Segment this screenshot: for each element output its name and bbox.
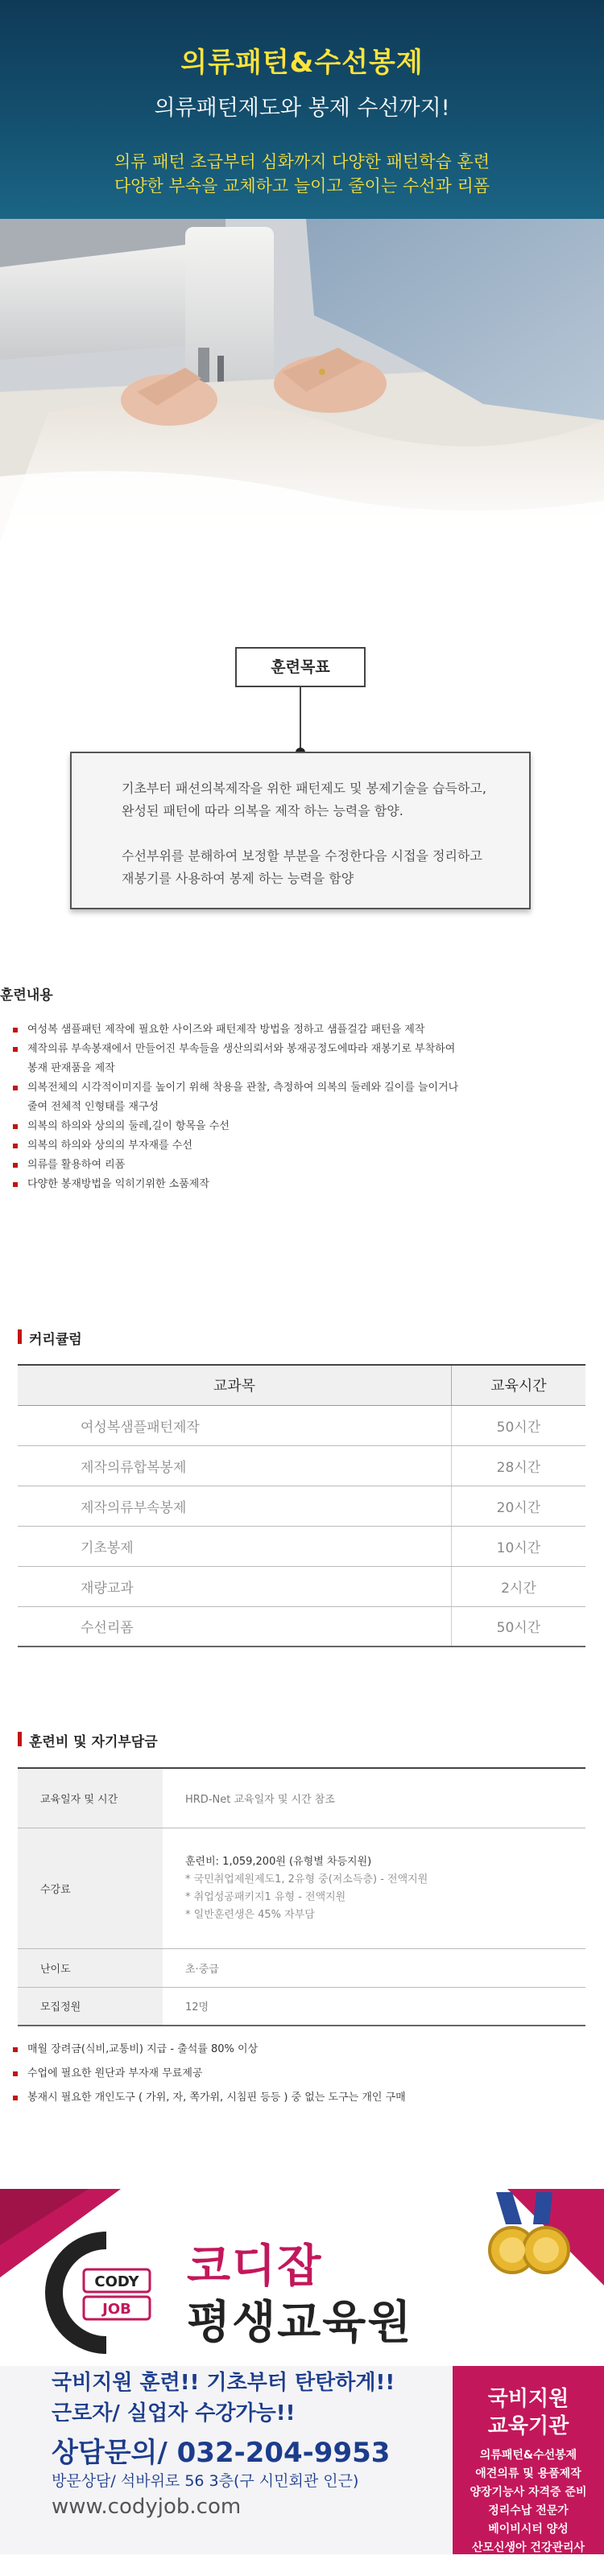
note-item: 봉재시 필요한 개인도구 ( 가위, 자, 쪽가위, 시침핀 등등 ) 중 없는 도구는 개인 구매 xyxy=(11,2086,575,2110)
training-item: 의류를 활용하여 리폼 xyxy=(11,1156,494,1175)
hours-cell: 50시간 xyxy=(451,1405,585,1445)
subject-cell: 재량교과 xyxy=(18,1566,451,1606)
footer-banner xyxy=(0,2189,604,2573)
period-label: 교육일자 및 시간 xyxy=(18,1768,163,1828)
training-item-cont: 줄여 전체적 인형태를 재구성 xyxy=(27,1101,159,1113)
hours-cell: 28시간 xyxy=(451,1445,585,1486)
footer-line1: 국비지원 훈련!! 기초부터 탄탄하게!! xyxy=(52,2371,395,2395)
subject-cell: 수선리폼 xyxy=(18,1606,451,1647)
sewing-machine-photo xyxy=(0,219,604,542)
training-item: 의복전체의 시각적이미지를 높이기 위해 착용을 관찰, 측정하여 의복의 둘레와 길이를 늘이거나 xyxy=(11,1078,494,1098)
table-row xyxy=(18,1768,585,1828)
hero-subtitle: 의류패턴제도와 봉제 수선까지! xyxy=(154,96,450,121)
panel-title-2: 교육기관 xyxy=(487,2414,569,2438)
training-item: 의복의 하의와 상의의 둘레,길이 항목을 수선 xyxy=(11,1117,494,1136)
recruit-value: 12명 xyxy=(163,1987,585,2026)
period-value: HRD-Net 교육일자 및 시간 참조 xyxy=(163,1768,585,1828)
hours-cell: 50시간 xyxy=(451,1606,585,1647)
cody-job-logo xyxy=(50,2232,179,2353)
panel-title-1: 국비지원 xyxy=(487,2387,569,2411)
table-row xyxy=(18,1948,585,1987)
goal-p1-line2: 완성된 패턴에 따라 의복을 제작 하는 능력을 함양. xyxy=(122,803,403,818)
fee-main: 훈련비: 1,059,200원 (유형별 차등지원) xyxy=(185,1855,372,1868)
fees-heading: 훈련비 및 자기부담금 xyxy=(18,1730,158,1750)
curriculum-header-row xyxy=(18,1365,585,1405)
goal-paragraph-2 xyxy=(122,845,502,890)
note-item: 매월 장려금(식비,교통비) 지급 - 출석률 80% 이상 xyxy=(11,2038,575,2062)
brand-name-line2: 평생교육원 xyxy=(187,2297,413,2349)
note-item: 수업에 필요한 원단과 부자재 무료제공 xyxy=(11,2062,575,2086)
course-panel xyxy=(453,2366,604,2573)
curriculum-table xyxy=(18,1364,585,1647)
subject-cell: 제작의류부속봉제 xyxy=(18,1486,451,1526)
training-list xyxy=(11,1020,494,1194)
training-item: 여성복 샘플패턴 제작에 필요한 사이즈와 패턴제작 방법을 정하고 샘플걸감 패턴을 제작 xyxy=(11,1020,494,1040)
training-heading: 훈련내용 xyxy=(0,987,53,1004)
training-item-cont: 봉재 판재품을 제작 xyxy=(27,1062,115,1074)
logo-bottom-text: JOB xyxy=(102,2301,131,2318)
table-row xyxy=(18,1828,585,1948)
col-hours-header: 교육시간 xyxy=(451,1365,585,1405)
hours-cell: 20시간 xyxy=(451,1486,585,1526)
goal-paragraph-1 xyxy=(122,777,502,822)
footer-line2: 근로자/ 실업자 수강가능!! xyxy=(52,2401,296,2426)
col-subject-header: 교과목 xyxy=(18,1365,451,1405)
fees-table xyxy=(18,1767,585,2026)
level-label: 난이도 xyxy=(18,1948,163,1987)
list-item: 정리수납 전문가 xyxy=(488,2504,569,2517)
list-item: 의류패턴&수선봉제 xyxy=(479,2449,577,2462)
training-item: 다양한 봉재방법을 익히기위한 소품제작 xyxy=(11,1175,494,1194)
table-row xyxy=(18,1445,585,1486)
fee-sub-2: * 취업성공패키지1 유형 - 전액지원 xyxy=(185,1890,346,1903)
panel-course-list xyxy=(453,2446,604,2576)
table-row xyxy=(18,1526,585,1566)
table-row xyxy=(18,1486,585,1526)
hours-cell: 2시간 xyxy=(451,1566,585,1606)
fee-sub-1: * 국민취업제원제도1, 2유형 중(저소득층) - 전액지원 xyxy=(185,1873,428,1886)
notes-list xyxy=(11,2038,575,2110)
fee-label: 수강료 xyxy=(18,1828,163,1948)
footer-website-link[interactable]: www.codyjob.com xyxy=(52,2495,242,2519)
subject-cell: 제작의류합복봉제 xyxy=(18,1445,451,1486)
hero-description xyxy=(0,150,604,198)
goal-label: 훈련목표 xyxy=(235,647,366,687)
subject-cell: 여성복샘플패턴제작 xyxy=(18,1405,451,1445)
list-item: 산모신생아 건강관리사 xyxy=(471,2541,585,2554)
list-item: 컴퓨터활용/스마트 스토어 xyxy=(464,2560,593,2573)
logo-top-text: CODY xyxy=(94,2273,139,2290)
recruit-label: 모집정원 xyxy=(18,1987,163,2026)
fee-sub-3: * 일반훈련생은 45% 자부담 xyxy=(185,1908,315,1921)
level-value: 초·중급 xyxy=(163,1948,585,1987)
goal-connector-line xyxy=(300,687,301,752)
table-row xyxy=(18,1606,585,1647)
sewing-illustration xyxy=(0,219,604,542)
list-item: 베이비시터 양성 xyxy=(488,2523,569,2536)
table-row xyxy=(18,1405,585,1445)
fee-value xyxy=(163,1828,585,1948)
footer-address: 방문상담/ 석바위로 56 3층(구 시민회관 인근) xyxy=(52,2472,359,2490)
hours-cell: 10시간 xyxy=(451,1526,585,1566)
curriculum-heading: 커리큘럼 xyxy=(18,1328,82,1348)
list-item: 양장기능사 자격증 준비 xyxy=(470,2486,587,2499)
goal-p1-line1: 기초부터 패션의복제작을 위한 패턴제도 및 봉제기술을 습득하고, xyxy=(122,781,486,796)
footer-phone[interactable]: 상담문의/ 032-204-9953 xyxy=(52,2437,391,2469)
brand-name-line1: 코디잡 xyxy=(187,2240,323,2293)
hero-desc-line2: 다양한 부속을 교체하고 늘이고 줄이는 수선과 리폼 xyxy=(114,176,490,196)
hero-desc-line1: 의류 패턴 초급부터 심화까지 다양한 패턴학습 훈련 xyxy=(114,152,490,171)
goal-p2-line1: 수선부위를 분해하여 보정할 부분을 수정한다음 시접을 정리하고 xyxy=(122,848,482,863)
table-row xyxy=(18,1987,585,2026)
training-item: 제작의류 부속봉재에서 만들어진 부속들을 생산의뢰서와 봉재공정도에따라 재봉기로 부착하여 xyxy=(11,1040,494,1059)
training-item: 의복의 하의와 상의의 부자재를 수선 xyxy=(11,1136,494,1156)
table-row xyxy=(18,1566,585,1606)
goal-box xyxy=(70,752,531,909)
hero-title: 의류패턴&수선봉제 xyxy=(180,47,424,79)
hero-banner xyxy=(0,0,604,219)
award-medals-icon xyxy=(480,2192,577,2289)
goal-p2-line2: 재봉기를 사용하여 봉제 하는 능력을 함양 xyxy=(122,871,354,886)
subject-cell: 기초봉제 xyxy=(18,1526,451,1566)
list-item: 애견의류 및 용품제작 xyxy=(475,2467,581,2480)
